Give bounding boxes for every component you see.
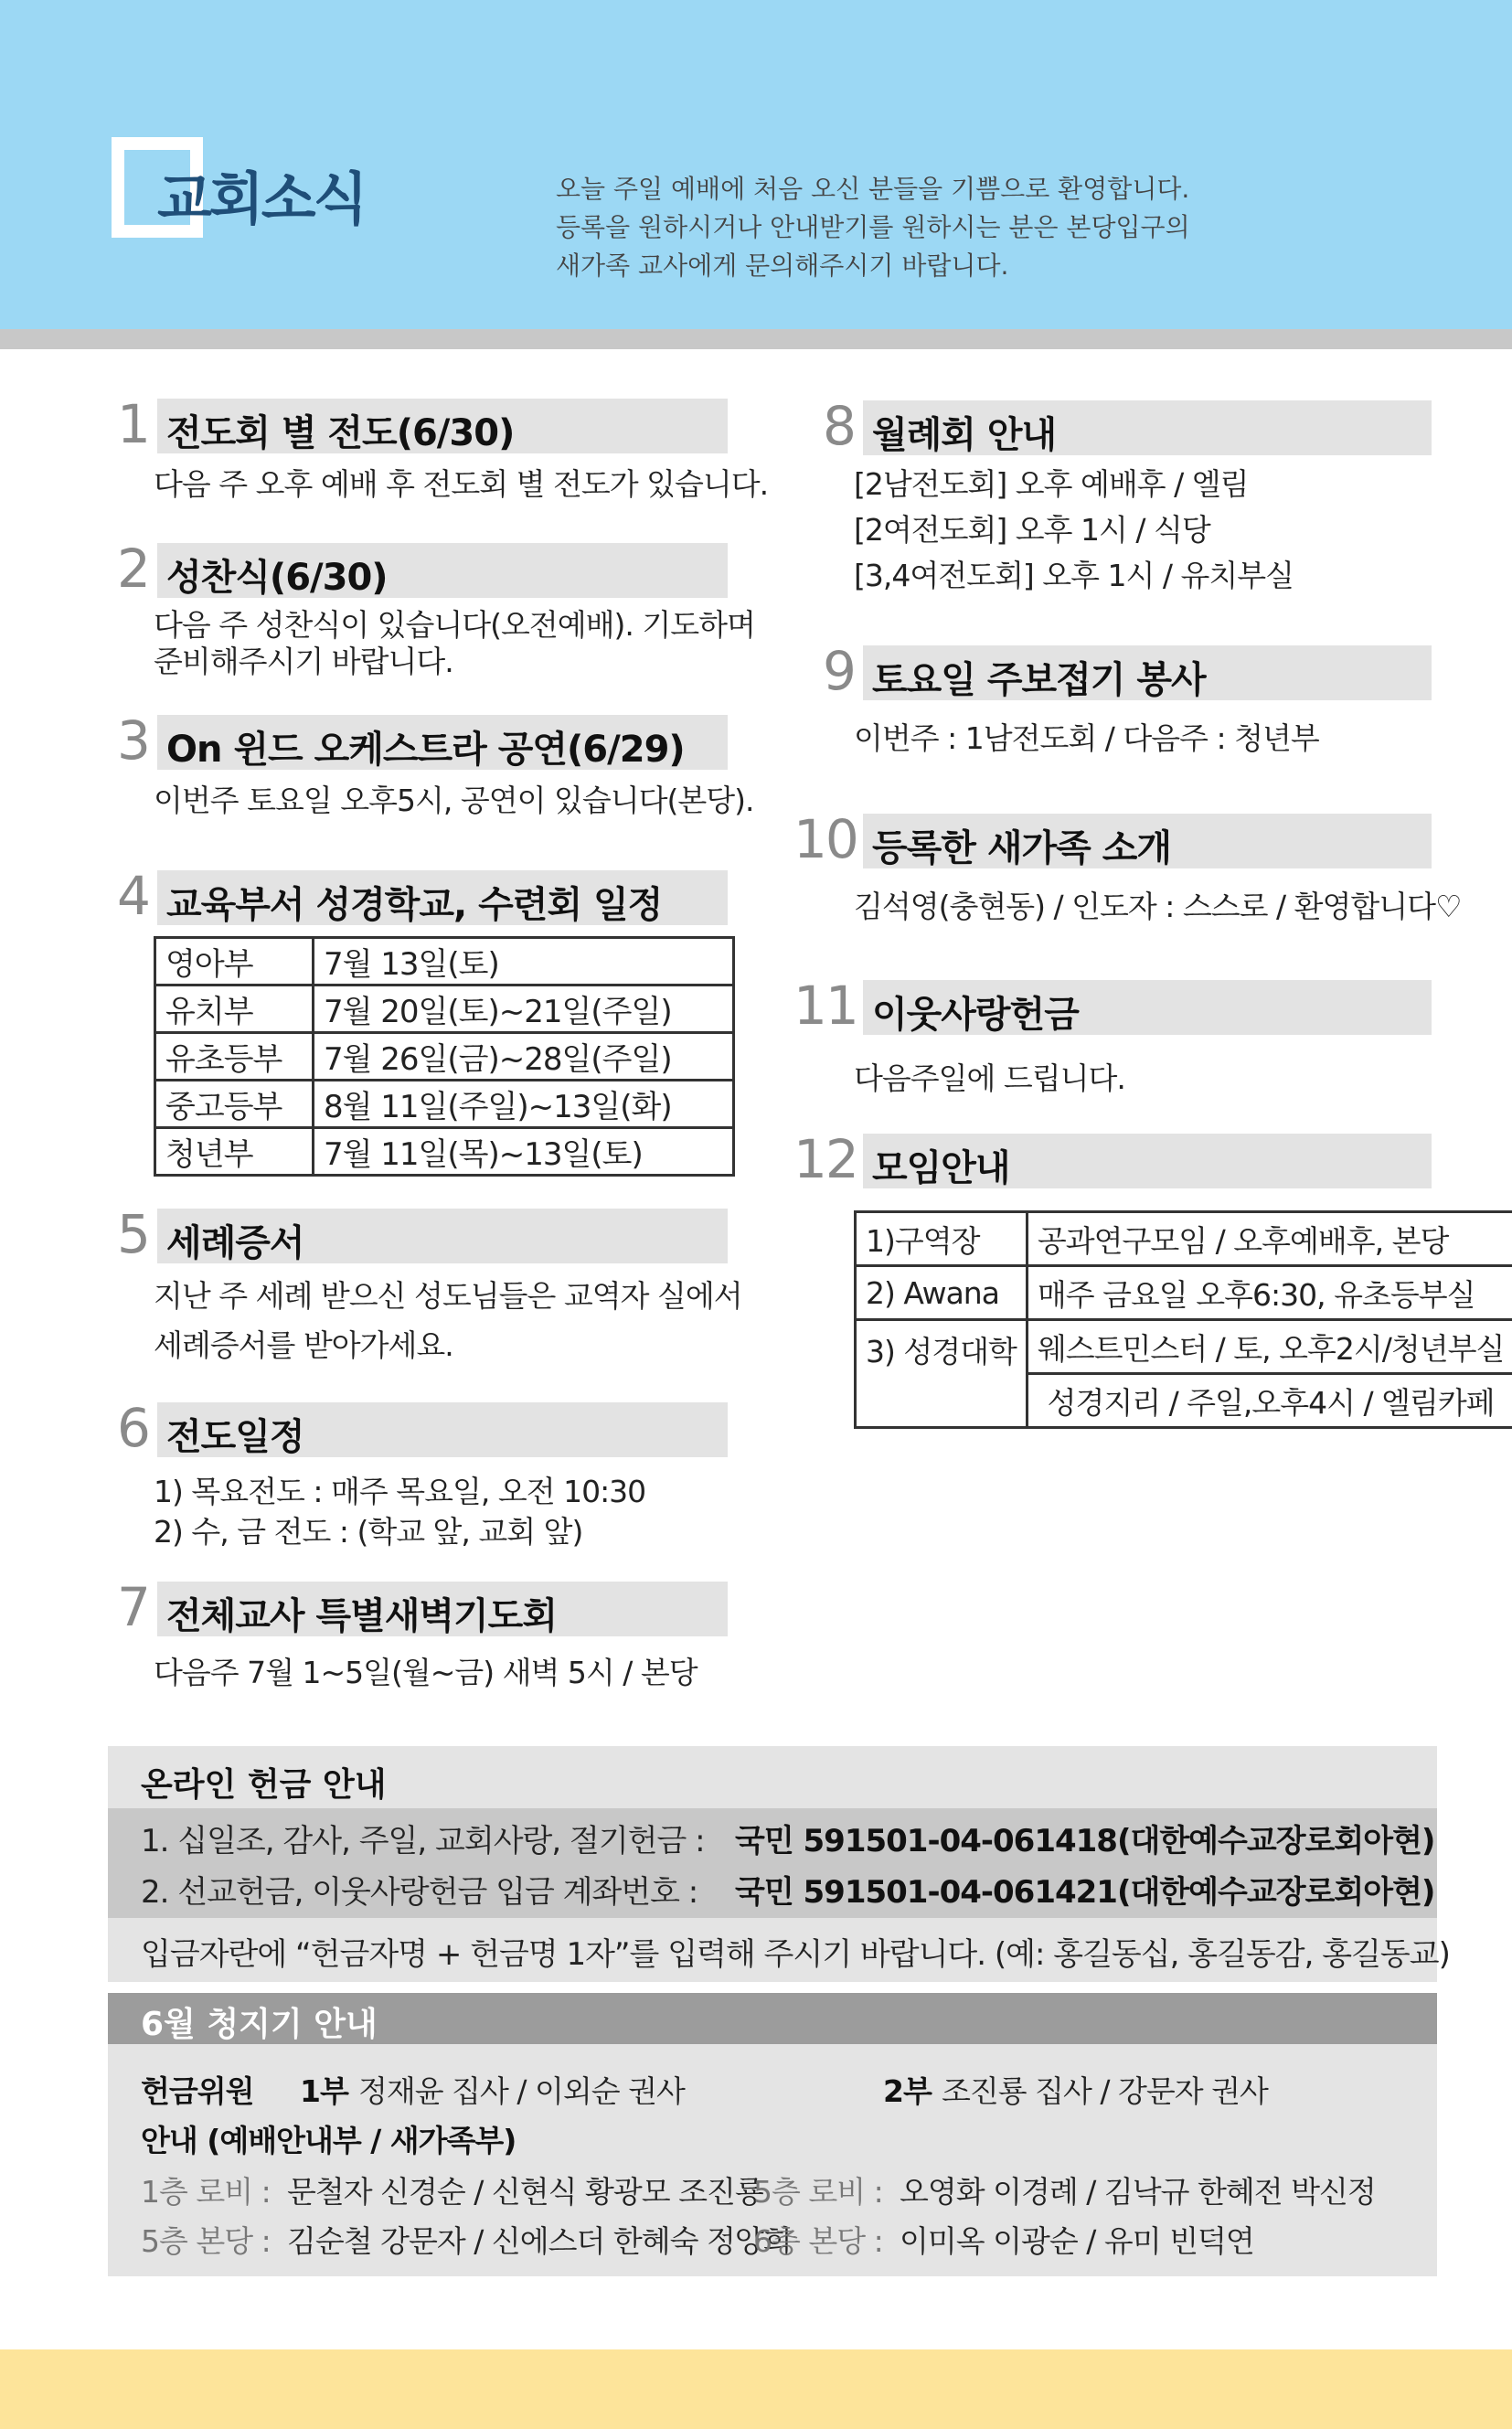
main5-label: 5층 본당 :: [141, 2223, 271, 2259]
table-row: [155, 938, 734, 985]
section-title-bar: [863, 814, 1432, 868]
welcome-message: [556, 170, 1190, 285]
date-cell: 7월 26일(금)~28일(주일): [314, 1033, 734, 1081]
lobby5-names: 오영화 이경례 / 김낙규 한혜전 박신정: [900, 2174, 1376, 2210]
section-text: 이번주 토요일 오후5시, 공연이 있습니다(본당).: [154, 783, 754, 818]
offering-accounts: [108, 1808, 1437, 1918]
table-row: [856, 1212, 1512, 1266]
offering-label: 1. 십일조, 감사, 주일, 교회사랑, 절기헌금 :: [141, 1823, 705, 1859]
section-title-bar: [157, 715, 728, 770]
table-row: [856, 1320, 1512, 1374]
section-title-bar: [157, 1209, 728, 1263]
section-text: [3,4여전도회] 오후 1시 / 유치부실: [854, 558, 1294, 593]
section-6: [117, 1397, 728, 1567]
table-row: [155, 1081, 734, 1128]
section-title: On 윈드 오케스트라 공연(6/29): [166, 729, 685, 771]
main5-names: 김순철 강문자 / 신에스더 한혜숙 정양희: [287, 2223, 792, 2259]
part1-names: 정재윤 집사 / 이외순 권사: [358, 2073, 685, 2109]
offering-label: 2. 선교헌금, 이웃사랑헌금 입금 계좌번호 :: [141, 1874, 698, 1911]
part1-label: 1부: [300, 2073, 348, 2109]
section-title: 월례회 안내: [872, 414, 1057, 456]
dept-cell: 영아부: [155, 938, 314, 985]
dept-cell: 유초등부: [155, 1033, 314, 1081]
section-title-bar: [863, 1134, 1432, 1188]
section-number: 11: [793, 975, 857, 1037]
lobby5-label: 5층 로비 :: [753, 2174, 883, 2210]
section-title-bar: [157, 1402, 728, 1457]
section-number: 6: [117, 1397, 149, 1459]
section-text: 이번주 : 1남전도회 / 다음주 : 청년부: [854, 720, 1319, 756]
usher-title: 6월 청지기 안내: [141, 2006, 378, 2043]
info-cell: 매주 금요일 오후6:30, 유초등부실: [1027, 1266, 1512, 1320]
section-1: [117, 393, 769, 502]
section-title-bar: [157, 399, 728, 453]
date-cell: 7월 20일(토)~21일(주일): [314, 985, 734, 1033]
section-12: [793, 1128, 1505, 1454]
section-title: 세례증서: [166, 1222, 304, 1264]
section-text: [2여전도회] 오후 1시 / 식당: [854, 512, 1210, 548]
offering-account: 국민 591501-04-061421(대한예수교장로회아현): [735, 1874, 1435, 1911]
online-offering-box: [108, 1746, 1450, 1982]
schedule-table: [154, 936, 735, 1177]
group-cell: 1)구역장: [856, 1212, 1028, 1266]
section-11: [793, 975, 1432, 1099]
section-9: [823, 640, 1432, 764]
section-text: 다음주 7월 1~5일(월~금) 새벽 5시 / 본당: [154, 1655, 697, 1690]
section-number: 1: [117, 393, 149, 455]
footer-band: [0, 2349, 1512, 2429]
section-number: 10: [793, 808, 857, 870]
section-number: 7: [117, 1576, 149, 1638]
section-text: 다음 주 오후 예배 후 전도회 별 전도가 있습니다.: [154, 466, 769, 502]
section-title-bar: [863, 400, 1432, 455]
section-number: 12: [793, 1128, 857, 1190]
dept-cell: 중고등부: [155, 1081, 314, 1128]
section-title-bar: [863, 980, 1432, 1035]
section-number: 3: [117, 709, 149, 772]
offering-account: 국민 591501-04-061418(대한예수교장로회아현): [735, 1823, 1435, 1859]
section-3: [117, 709, 754, 818]
section-number: 2: [117, 538, 149, 600]
date-cell: 7월 13일(토): [314, 938, 734, 985]
section-title-bar: [157, 870, 728, 925]
header-divider: [0, 329, 1512, 349]
main6-names: 이미옥 이광순 / 유미 빈덕연: [900, 2223, 1254, 2259]
dept-cell: 청년부: [155, 1128, 314, 1176]
table-row: [856, 1266, 1512, 1320]
section-number: 5: [117, 1203, 149, 1265]
main6-label: 6층 본당 :: [753, 2223, 883, 2259]
section-title: 토요일 주보접기 봉사: [872, 659, 1206, 701]
part2-names: 조진룡 집사 / 강문자 권사: [942, 2073, 1268, 2109]
section-8: [823, 395, 1432, 602]
section-7: [117, 1576, 728, 1691]
usher-box: [108, 1993, 1437, 2276]
info-cell: 웨스트민스터 / 토, 오후2시/청년부실: [1027, 1320, 1512, 1374]
section-title-bar: [157, 543, 728, 598]
date-cell: 8월 11일(주일)~13일(화): [314, 1081, 734, 1128]
group-cell: 2) Awana: [856, 1266, 1028, 1320]
offering-note: 입금자란에 “헌금자명 + 헌금명 1자”를 입력해 주시기 바랍니다. (예: 홍길동십, 홍길동감, 홍길동교): [141, 1936, 1450, 1973]
offering-title: 온라인 헌금 안내: [141, 1766, 387, 1804]
guide-label: 안내 (예배안내부 / 새가족부): [141, 2123, 516, 2158]
section-number: 4: [117, 865, 149, 927]
section-number: 9: [823, 640, 855, 702]
section-text: 지난 주 세례 받으신 성도님들은 교역자 실에서: [154, 1278, 742, 1314]
section-4: [117, 865, 728, 1181]
part2-label: 2부: [883, 2073, 932, 2109]
usher-header: [108, 1993, 1437, 2044]
section-title: 교육부서 성경학교, 수련회 일정: [166, 884, 663, 926]
section-title: 전도회 별 전도(6/30): [166, 412, 515, 454]
section-text: 다음주일에 드립니다.: [854, 1060, 1125, 1096]
section-title: 등록한 새가족 소개: [872, 827, 1171, 869]
section-title: 이웃사랑헌금: [872, 994, 1079, 1036]
table-row: [155, 1128, 734, 1176]
section-2: [117, 538, 755, 680]
section-title: 성찬식(6/30): [166, 557, 388, 599]
date-cell: 7월 11일(목)~13일(토): [314, 1128, 734, 1176]
section-text: 세례증서를 받아가세요.: [154, 1327, 453, 1363]
offering-committee-label: 헌금위원: [141, 2073, 254, 2109]
dept-cell: 유치부: [155, 985, 314, 1033]
section-10: [793, 808, 1462, 932]
section-text: 김석영(충현동) / 인도자 : 스스로 / 환영합니다♡: [854, 889, 1462, 924]
table-row: [155, 985, 734, 1033]
section-title-bar: [157, 1582, 728, 1636]
page-title: 교회소식: [157, 165, 366, 232]
section-title: 전도일정: [166, 1416, 304, 1458]
welcome-line: 새가족 교사에게 문의해주시기 바랍니다.: [556, 250, 1009, 281]
section-number: 8: [823, 395, 855, 457]
section-text: 다음 주 성찬식이 있습니다(오전예배). 기도하며: [154, 607, 755, 643]
section-5: [117, 1203, 742, 1373]
section-text: 2) 수, 금 전도 : (학교 앞, 교회 앞): [154, 1514, 583, 1550]
section-title: 전체교사 특별새벽기도회: [166, 1595, 557, 1637]
welcome-line: 등록을 원하시거나 안내받기를 원하시는 분은 본당입구의: [556, 212, 1190, 242]
section-text: [2남전도회] 오후 예배후 / 엘림: [854, 466, 1249, 502]
lobby1-label: 1층 로비 :: [141, 2174, 271, 2210]
welcome-line: 오늘 주일 예배에 처음 오신 분들을 기쁨으로 환영합니다.: [556, 174, 1190, 204]
table-row: [155, 1033, 734, 1081]
lobby1-names: 문철자 신경순 / 신현식 황광모 조진룡: [287, 2174, 763, 2210]
meeting-table: [854, 1210, 1512, 1429]
group-cell: 3) 성경대학: [856, 1320, 1028, 1428]
info-cell: 성경지리 / 주일,오후4시 / 엘림카페: [1027, 1374, 1512, 1428]
section-title: 모임안내: [872, 1147, 1010, 1189]
info-cell: 공과연구모임 / 오후예배후, 본당: [1027, 1212, 1512, 1266]
section-text: 1) 목요전도 : 매주 목요일, 오전 10:30: [154, 1474, 646, 1509]
section-text: 준비해주시기 바랍니다.: [154, 644, 453, 679]
section-title-bar: [863, 645, 1432, 700]
